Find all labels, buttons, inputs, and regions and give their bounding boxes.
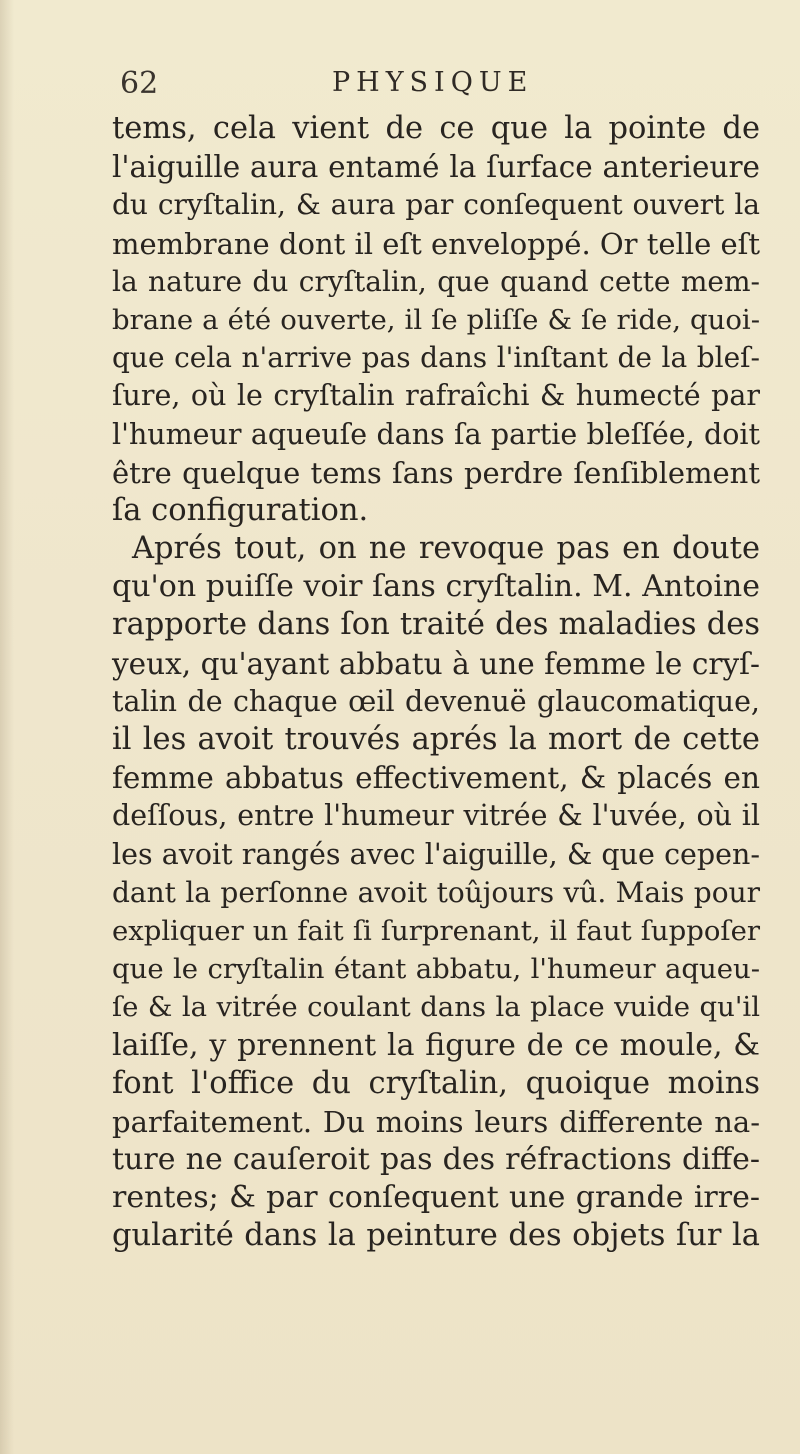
text-line: femme abbatus effectivement, & placés en <box>112 761 760 796</box>
text-line: être quelque tems ſans perdre ſenſiblement <box>112 455 760 490</box>
text-line: expliquer un fait ſi ſurprenant, il faut ſuppoſer <box>112 914 760 947</box>
text-line: ſe & la vitrée coulant dans la place vuide qu'il <box>112 991 760 1024</box>
text-line: brane a été ouverte, il ſe pliſſe & ſe ride, quoi- <box>112 303 760 336</box>
text-line: dant la perſonne avoit toûjours vû. Mais pour <box>112 875 760 909</box>
text-line: gularité dans la peinture des objets ſur la <box>112 1218 760 1254</box>
text-line: la nature du cryſtalin, que quand cette mem- <box>112 264 760 298</box>
text-line: que cela n'arrive pas dans l'inſtant de la bleſ- <box>112 341 760 375</box>
text-line: l'aiguille aura entamé la ſurface anterieure <box>112 150 760 185</box>
binding-shadow <box>0 0 14 1454</box>
text-line: que le cryſtalin étant abbatu, l'humeur aqueu- <box>112 953 760 986</box>
text-line: rentes; & par conſequent une grande irre- <box>112 1180 760 1216</box>
text-line-paragraph-start: Aprés tout, on ne revoque pas en doute <box>132 531 760 567</box>
text-line: qu'on puiſſe voir ſans cryſtalin. M. Antoine <box>112 569 760 605</box>
text-line: font l'office du cryſtalin, quoique moins <box>112 1065 760 1101</box>
running-title: PHYSIQUE <box>332 67 534 98</box>
text-line: parfaitement. Du moins leurs differente na- <box>112 1104 760 1139</box>
text-line: talin de chaque œil devenuë glaucomatique, <box>112 684 760 718</box>
text-line: du cryſtalin, & aura par conſequent ouvert la <box>112 188 760 222</box>
text-line: l'humeur aqueuſe dans ſa partie bleſſée, doit <box>112 417 760 451</box>
page-header <box>100 66 800 106</box>
body-text <box>112 110 760 1256</box>
text-line-paragraph-end: ſa configuration. <box>112 492 369 528</box>
text-line: il les avoit trouvés aprés la mort de cette <box>112 722 760 757</box>
text-line: rapporte dans ſon traité des maladies des <box>112 607 760 643</box>
text-line: tems, cela vient de ce que la pointe de <box>112 111 760 146</box>
text-line: yeux, qu'ayant abbatu à une femme le cryſ- <box>112 646 760 681</box>
text-line: les avoit rangés avec l'aiguille, & que cepen- <box>112 837 760 871</box>
text-line: laiſſe, y prennent la figure de ce moule, & <box>112 1027 760 1063</box>
text-line: deſſous, entre l'humeur vitrée & l'uvée, où il <box>112 799 760 833</box>
page-number: 62 <box>120 66 159 101</box>
text-line: membrane dont il eſt enveloppé. Or telle eſt <box>112 226 761 261</box>
text-line: ſure, où le cryſtalin rafraîchi & humecté par <box>112 379 760 413</box>
text-line: ture ne cauſeroit pas des réfractions diffe- <box>112 1142 760 1178</box>
